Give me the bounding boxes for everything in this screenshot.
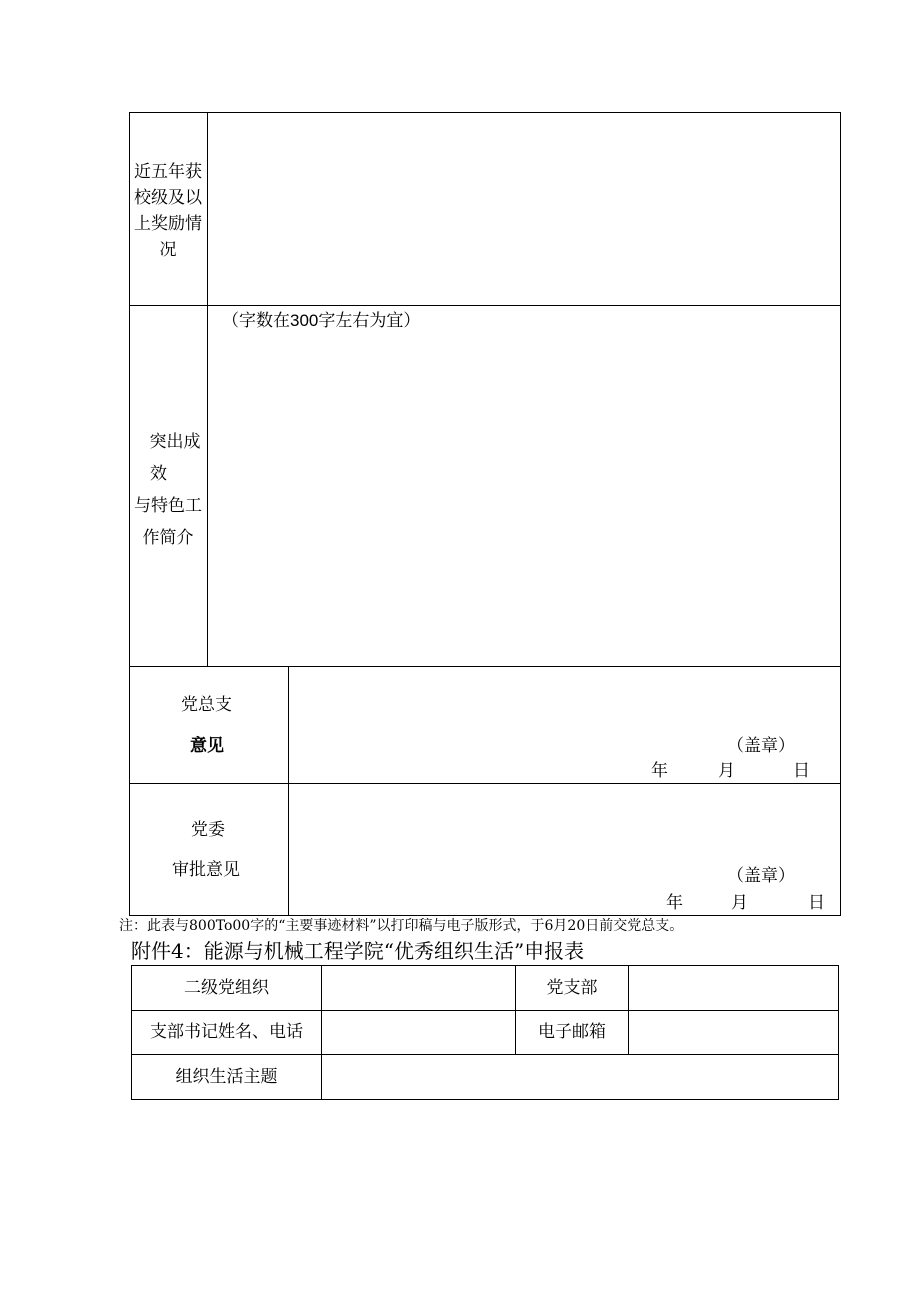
- committee-seal: （盖章）: [727, 866, 795, 886]
- summary-label-line: 作简介: [142, 528, 194, 548]
- branch-date-year: 年: [651, 761, 668, 781]
- committee-opinion-cell[interactable]: [289, 784, 840, 915]
- branch-date-day: 日: [793, 761, 810, 781]
- awards-label-line: 况: [159, 240, 177, 260]
- table2-border-bottom: [131, 1099, 839, 1100]
- secretary-label: 支部书记姓名、电话: [150, 1022, 303, 1042]
- table2-border-top: [131, 965, 839, 966]
- awards-label: [129, 159, 207, 263]
- awards-label-line: 上奖励情: [134, 214, 202, 234]
- theme-label: 组织生活主题: [175, 1067, 278, 1087]
- email-label: 电子邮箱: [538, 1022, 606, 1042]
- summary-label: [129, 426, 207, 554]
- table2-row-divider: [131, 1010, 839, 1011]
- awards-label-line: 近五年获: [134, 162, 202, 182]
- appendix-title: 附件4：能源与机械工程学院“优秀组织生活”申报表: [131, 939, 585, 963]
- theme-field[interactable]: [322, 1061, 838, 1093]
- table2-border-right: [838, 965, 839, 1100]
- awards-content-cell[interactable]: [208, 113, 840, 305]
- branch-opinion-cell[interactable]: [289, 667, 840, 783]
- summary-label-line: 与特色工: [134, 496, 202, 516]
- footnote: 注：此表与800To00字的“主要事迹材料”以打印稿与电子版形式，于6月20日前交党总支。: [119, 918, 684, 934]
- branch-opinion-label-2: 意见: [190, 736, 224, 756]
- summary-hint: （字数在300字左右为宜）: [222, 311, 421, 330]
- email-field[interactable]: [629, 1016, 838, 1048]
- branch-seal: （盖章）: [727, 736, 795, 756]
- branch-opinion-label: 党总支: [181, 695, 232, 715]
- branch-label: 党支部: [546, 978, 598, 998]
- table2-row-divider: [131, 1054, 839, 1055]
- table1-border-bottom: [129, 915, 841, 916]
- summary-content-cell[interactable]: [208, 340, 840, 666]
- table1-border-right: [840, 112, 841, 916]
- secondary-org-label: 二级党组织: [184, 978, 269, 998]
- committee-opinion-label-2: 审批意见: [172, 860, 240, 880]
- committee-date-year: 年: [666, 893, 683, 913]
- committee-date-month: 月: [731, 893, 748, 913]
- awards-label-line: 校级及以: [134, 188, 202, 208]
- committee-opinion-label: 党委: [191, 820, 225, 840]
- branch-date-month: 月: [718, 761, 735, 781]
- committee-date-day: 日: [808, 893, 825, 913]
- secretary-field[interactable]: [322, 1016, 515, 1048]
- table1-row-divider: [129, 305, 841, 306]
- branch-field[interactable]: [629, 972, 838, 1004]
- summary-label-line: 效: [150, 464, 167, 484]
- summary-label-line: 突出成: [149, 432, 201, 452]
- secondary-org-field[interactable]: [322, 972, 515, 1004]
